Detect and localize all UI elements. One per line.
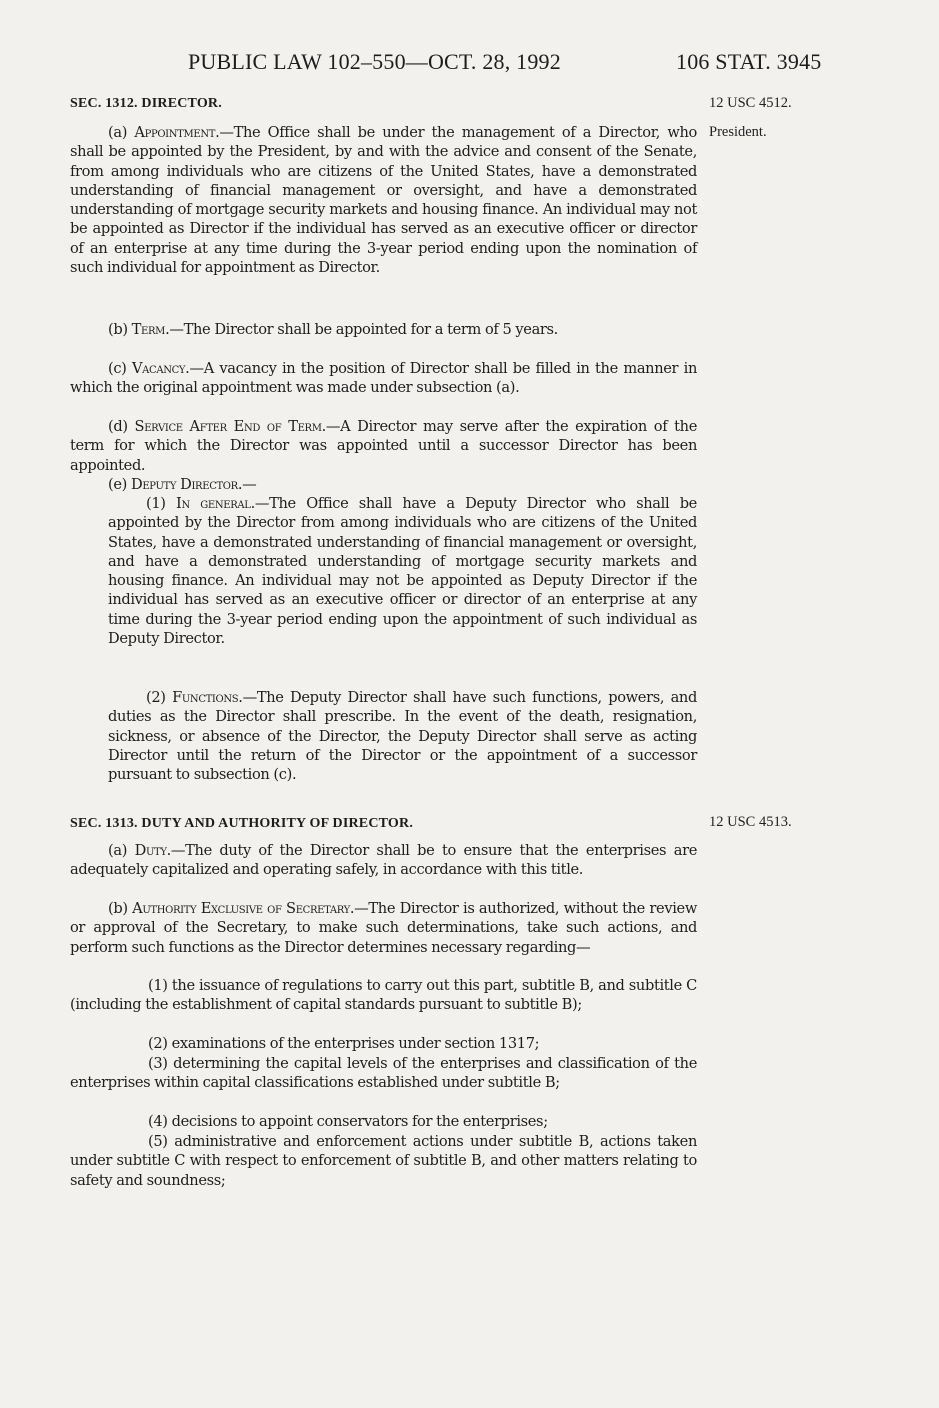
subsection-b-authority-exclusive-of-secretary: (b) Authority Exclusive of Secretary.—The Director is authorized, without the review or approval of the Secretary, to make such determinations, take such actions, and perform such functions as the Director determines necessary regarding— bbox=[70, 900, 697, 956]
paragraph-b4-conservators: (4) decisions to appoint conservators for the enterprises; bbox=[148, 1113, 548, 1130]
paragraph-b5-enforcement-actions: (5) administrative and enforcement actions under subtitle B, actions taken under subtitle C with respect to enforcement of subtitle B, and other matters relating to safety and soundness; bbox=[70, 1133, 697, 1189]
margin-note-usc-4512: 12 USC 4512. bbox=[709, 95, 792, 111]
running-header-stat-page: 106 STAT. 3945 bbox=[676, 49, 822, 74]
subsection-b-term: (b) Term.—The Director shall be appointed for a term of 5 years. bbox=[108, 321, 558, 338]
running-header-title: PUBLIC LAW 102–550—OCT. 28, 1992 bbox=[188, 49, 561, 74]
subsection-a-duty: (a) Duty.—The duty of the Director shall be to ensure that the enterprises are adequately capitalized and operating safely, in accordance with this title. bbox=[70, 842, 697, 879]
subsection-c-vacancy: (c) Vacancy.—A vacancy in the position of Director shall be filled in the manner in which the original appointment was made under subsection (a). bbox=[70, 360, 697, 397]
subsection-a-appointment: (a) Appointment.—The Office shall be under the management of a Director, who shall be appointed by the President, by and with the advice and consent of the Senate, from among individuals who are citizens of the United States, have a demonstrated understanding of financial management or oversight, and have a demonstrated understanding of mortgage security markets and housing finance. An individual may not be appointed as Director if the individual has served as an executive officer or director of an enterprise at any time during the 3-year period ending upon the nomination of such individual for appointment as Director. bbox=[70, 124, 697, 277]
paragraph-b2-examinations: (2) examinations of the enterprises under section 1317; bbox=[148, 1035, 540, 1052]
subsection-e-deputy-director: (e) Deputy Director.— bbox=[108, 476, 257, 493]
margin-note-usc-4513: 12 USC 4513. bbox=[709, 814, 792, 830]
paragraph-b3-capital-levels: (3) determining the capital levels of the enterprises and classification of the enterprises within capital classifications established under subtitle B; bbox=[70, 1055, 697, 1092]
paragraph-e2-functions: (2) Functions.—The Deputy Director shall have such functions, powers, and duties as the Director shall prescribe. In the event of the death, resignation, sickness, or absence of the Director, the Deputy Director shall serve as acting Director until the return of the Director or the appointment of a successor pursuant to subsection (c). bbox=[108, 689, 697, 784]
section-1313-heading: SEC. 1313. DUTY AND AUTHORITY OF DIRECTOR. bbox=[70, 816, 414, 831]
section-1312-heading: SEC. 1312. DIRECTOR. bbox=[70, 96, 222, 111]
margin-note-president: President. bbox=[709, 124, 767, 140]
paragraph-e1-in-general: (1) In general.—The Office shall have a Deputy Director who shall be appointed by the Director from among individuals who are citizens of the United States, have a demonstrated understanding of financial management or oversight, and have a demonstrated understanding of mortgage security markets and housing finance. An individual may not be appointed as Deputy Director if the individual has served as an executive officer or director of an enterprise at any time during the 3-year period ending upon the appointment of such individual as Deputy Director. bbox=[108, 495, 697, 648]
paragraph-b1-regulations: (1) the issuance of regulations to carry out this part, subtitle B, and subtitle C (including the establishment of capital standards pursuant to subtitle B); bbox=[70, 977, 697, 1014]
subsection-d-service-after-end-of-term: (d) Service After End of Term.—A Director may serve after the expiration of the term for which the Director was appointed until a successor Director has been appointed. bbox=[70, 418, 697, 474]
